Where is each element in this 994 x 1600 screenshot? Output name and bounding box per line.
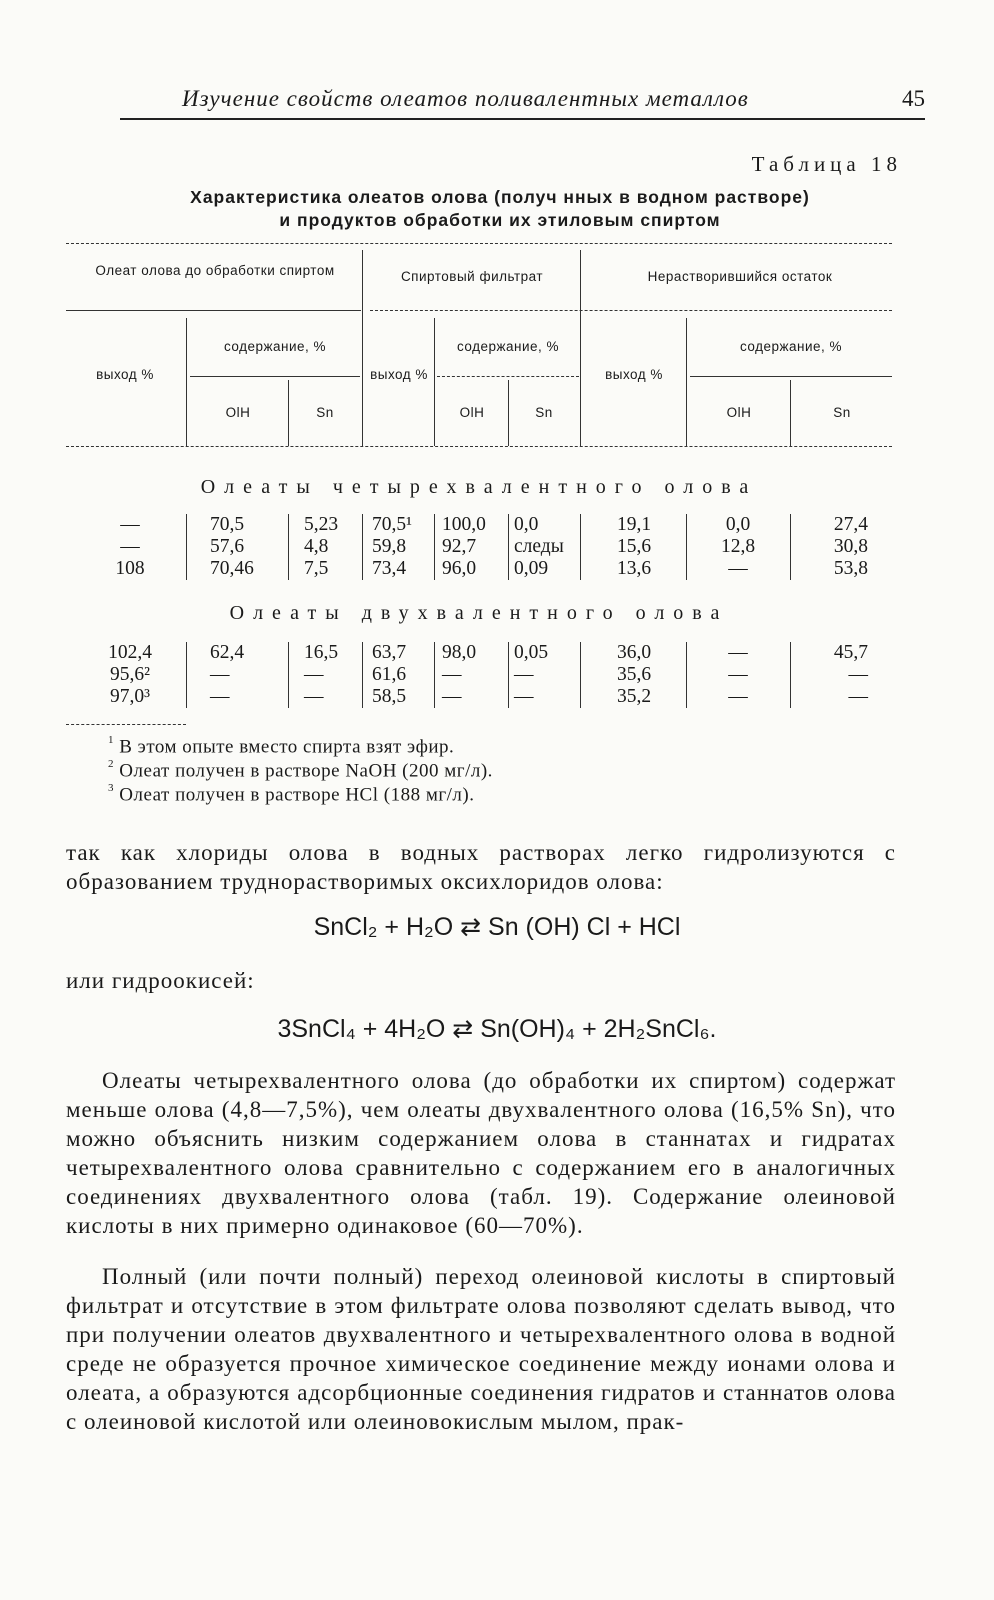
- yield-header-2: выход %: [370, 367, 428, 382]
- header-divider-6: [288, 380, 289, 446]
- table-end-rule: [66, 724, 186, 725]
- table-cell: —: [442, 686, 462, 707]
- content-header-3: содержание, %: [739, 339, 843, 354]
- oih-header-1: OlH: [225, 405, 251, 420]
- table-cell: —: [848, 686, 868, 707]
- table-top-rule: [66, 243, 892, 244]
- caption-line-1: Характеристика олеатов олова (получ нных в водном растворе): [190, 187, 810, 207]
- table-cell: 70,5¹: [372, 514, 412, 535]
- paragraph-3: Олеаты четырехвалентного олова (до обработки их спиртом) содержат меньше олова (4,8—7,5%), чем олеаты двухвалентного олова (16,5% Sn), что можно объяснить низким содержанием олова в станнатах и гидратах четырехвалентного олова сравнительно с содержанием его в аналогичных соединениях двухвалентного олова (табл. 19). Содержание олеиновой кислоты в них примерно одинаковое (60—70%).: [66, 1068, 896, 1238]
- body-divider: [434, 514, 435, 580]
- footnote-3: [108, 784, 475, 806]
- oih-header-3: OlH: [726, 405, 752, 420]
- body-divider: [790, 514, 791, 580]
- footnote-mark: 1: [108, 734, 114, 746]
- group-rule-1: [66, 310, 361, 311]
- table-cell: 98,0: [442, 642, 477, 663]
- body-divider: [288, 514, 289, 580]
- group-header-oleate: Олеат олова до обработки спиртом: [95, 263, 335, 278]
- table-cell: 53,8: [833, 558, 868, 579]
- table-cell: 0,0: [514, 514, 539, 535]
- table-cell: 7,5: [304, 558, 329, 579]
- table-cell: 58,5: [372, 686, 407, 707]
- body-divider: [288, 642, 289, 708]
- table-cell: 35,6: [616, 664, 652, 685]
- table-cell: 16,5: [304, 642, 339, 663]
- table-cell: 12,8: [720, 536, 756, 557]
- table-cell: —: [728, 558, 748, 579]
- body-divider: [580, 642, 581, 708]
- table-cell: 45,7: [833, 642, 868, 663]
- table-cell: 62,4: [210, 642, 245, 663]
- table-cell: 102,4: [108, 642, 152, 663]
- content-header-1: содержание, %: [223, 339, 327, 354]
- body-divider: [686, 514, 687, 580]
- table-cell: —: [120, 536, 140, 557]
- body-divider: [580, 514, 581, 580]
- table-cell: 96,0: [442, 558, 477, 579]
- footnote-text: В этом опыте вместо спирта взят эфир.: [119, 736, 455, 758]
- group-header-residue: Нерастворившийся остаток: [647, 269, 833, 284]
- table-cell: —: [848, 664, 868, 685]
- footnote-1: [108, 736, 454, 758]
- table-cell: следы: [514, 536, 564, 557]
- header-divider-5: [686, 318, 687, 446]
- table-cell: 97,0³: [110, 686, 150, 707]
- table-cell: 108: [115, 558, 145, 579]
- table-cell: —: [442, 664, 462, 685]
- table-cell: 27,4: [833, 514, 868, 535]
- table-cell: —: [728, 642, 748, 663]
- sn-header-3: Sn: [833, 405, 851, 420]
- header-divider-4: [434, 318, 435, 446]
- table-cell: —: [304, 686, 324, 707]
- body-divider: [790, 642, 791, 708]
- table-cell: 57,6: [210, 536, 245, 557]
- body-divider: [362, 514, 363, 580]
- table-cell: 35,2: [616, 686, 652, 707]
- paragraph-2: или гидроокисей:: [66, 968, 255, 993]
- sub-rule-2: [437, 376, 579, 377]
- footnote-mark: 2: [108, 758, 114, 770]
- section-title-tetravalent: Олеаты четырехвалентного олова: [200, 476, 758, 498]
- table-cell: —: [304, 664, 324, 685]
- table-cell: 63,7: [372, 642, 407, 663]
- body-divider: [434, 642, 435, 708]
- paragraph-1: так как хлориды олова в водных растворах легко гидролизуются с образованием труднорастворимых оксихлоридов олова:: [66, 840, 896, 894]
- footnote-text: Олеат получен в растворе NaOH (200 мг/л).: [119, 760, 493, 782]
- table-cell: 0,05: [514, 642, 549, 663]
- body-divider: [508, 514, 509, 580]
- footnote-2: [108, 760, 493, 782]
- table-cell: 36,0: [616, 642, 652, 663]
- group-rule-2: [370, 310, 892, 311]
- table-cell: —: [728, 686, 748, 707]
- oih-header-2: OlH: [459, 405, 485, 420]
- table-cell: —: [210, 664, 230, 685]
- running-title: Изучение свойств олеатов поливалентных металлов: [182, 86, 749, 111]
- footnote-text: Олеат получен в растворе HCl (188 мг/л).: [119, 784, 475, 806]
- table-cell: —: [120, 514, 140, 535]
- header-divider-1: [362, 250, 363, 446]
- header-divider-2: [580, 250, 581, 446]
- header-divider-8: [790, 380, 791, 446]
- equation-2: 3SnCl₄ + 4H₂O ⇄ Sn(OH)₄ + 2H₂SnCl₆.: [277, 1015, 717, 1043]
- table-cell: 0,0: [725, 514, 751, 535]
- body-divider: [508, 642, 509, 708]
- equation-1: SnCl₂ + H₂O ⇄ Sn (OH) Cl + HCl: [313, 913, 681, 941]
- table-cell: 0,09: [514, 558, 549, 579]
- table-label: Таблица 18: [751, 152, 902, 176]
- paragraph-4: Полный (или почти полный) переход олеиновой кислоты в спиртовый фильтрат и отсутствие в этом фильтрате олова позволяют сделать вывод, что при получении олеатов двухвалентного и четырехвалентного олова в водной среде не образуется прочное химическое соединение между ионами олова и олеата, а образуются адсорбционные соединения гидратов и станнатов олова с олеиновой кислотой или олеиновокислым мылом, прак-: [66, 1264, 896, 1434]
- footnote-mark: 3: [108, 782, 114, 794]
- table-cell: 15,6: [616, 536, 652, 557]
- table-cell: 4,8: [304, 536, 329, 557]
- yield-header-3: выход %: [605, 367, 663, 382]
- table-cell: 5,23: [304, 514, 339, 535]
- table-cell: —: [514, 686, 534, 707]
- header-divider-7: [508, 380, 509, 446]
- table-cell: 61,6: [372, 664, 407, 685]
- table-cell: 13,6: [616, 558, 652, 579]
- table-cell: 73,4: [372, 558, 407, 579]
- table-cell: 70,5: [210, 514, 245, 535]
- table-cell: 92,7: [442, 536, 477, 557]
- body-divider: [686, 642, 687, 708]
- section-title-divalent: Олеаты двухвалентного олова: [229, 602, 729, 624]
- table-cell: —: [514, 664, 534, 685]
- table-cell: —: [728, 664, 748, 685]
- table-cell: 100,0: [442, 514, 486, 535]
- body-divider: [186, 642, 187, 708]
- caption-line-2: и продуктов обработки их этиловым спиртом: [279, 210, 721, 230]
- table-cell: 95,6²: [110, 664, 150, 685]
- sn-header-2: Sn: [535, 405, 553, 420]
- sn-header-1: Sn: [316, 405, 334, 420]
- body-divider: [362, 642, 363, 708]
- sub-rule-3: [690, 376, 892, 377]
- page-number: 45: [902, 86, 925, 111]
- header-bottom-rule: [66, 446, 892, 447]
- sub-rule-1: [190, 376, 360, 377]
- content-header-2: содержание, %: [456, 339, 560, 354]
- table-cell: 70,46: [210, 558, 254, 579]
- yield-header-1: выход %: [96, 367, 154, 382]
- body-divider: [186, 514, 187, 580]
- table-cell: —: [210, 686, 230, 707]
- header-divider-3: [186, 318, 187, 446]
- table-cell: 19,1: [616, 514, 652, 535]
- group-header-filtrate: Спиртовый фильтрат: [400, 269, 544, 284]
- table-cell: 59,8: [372, 536, 407, 557]
- table-cell: 30,8: [833, 536, 868, 557]
